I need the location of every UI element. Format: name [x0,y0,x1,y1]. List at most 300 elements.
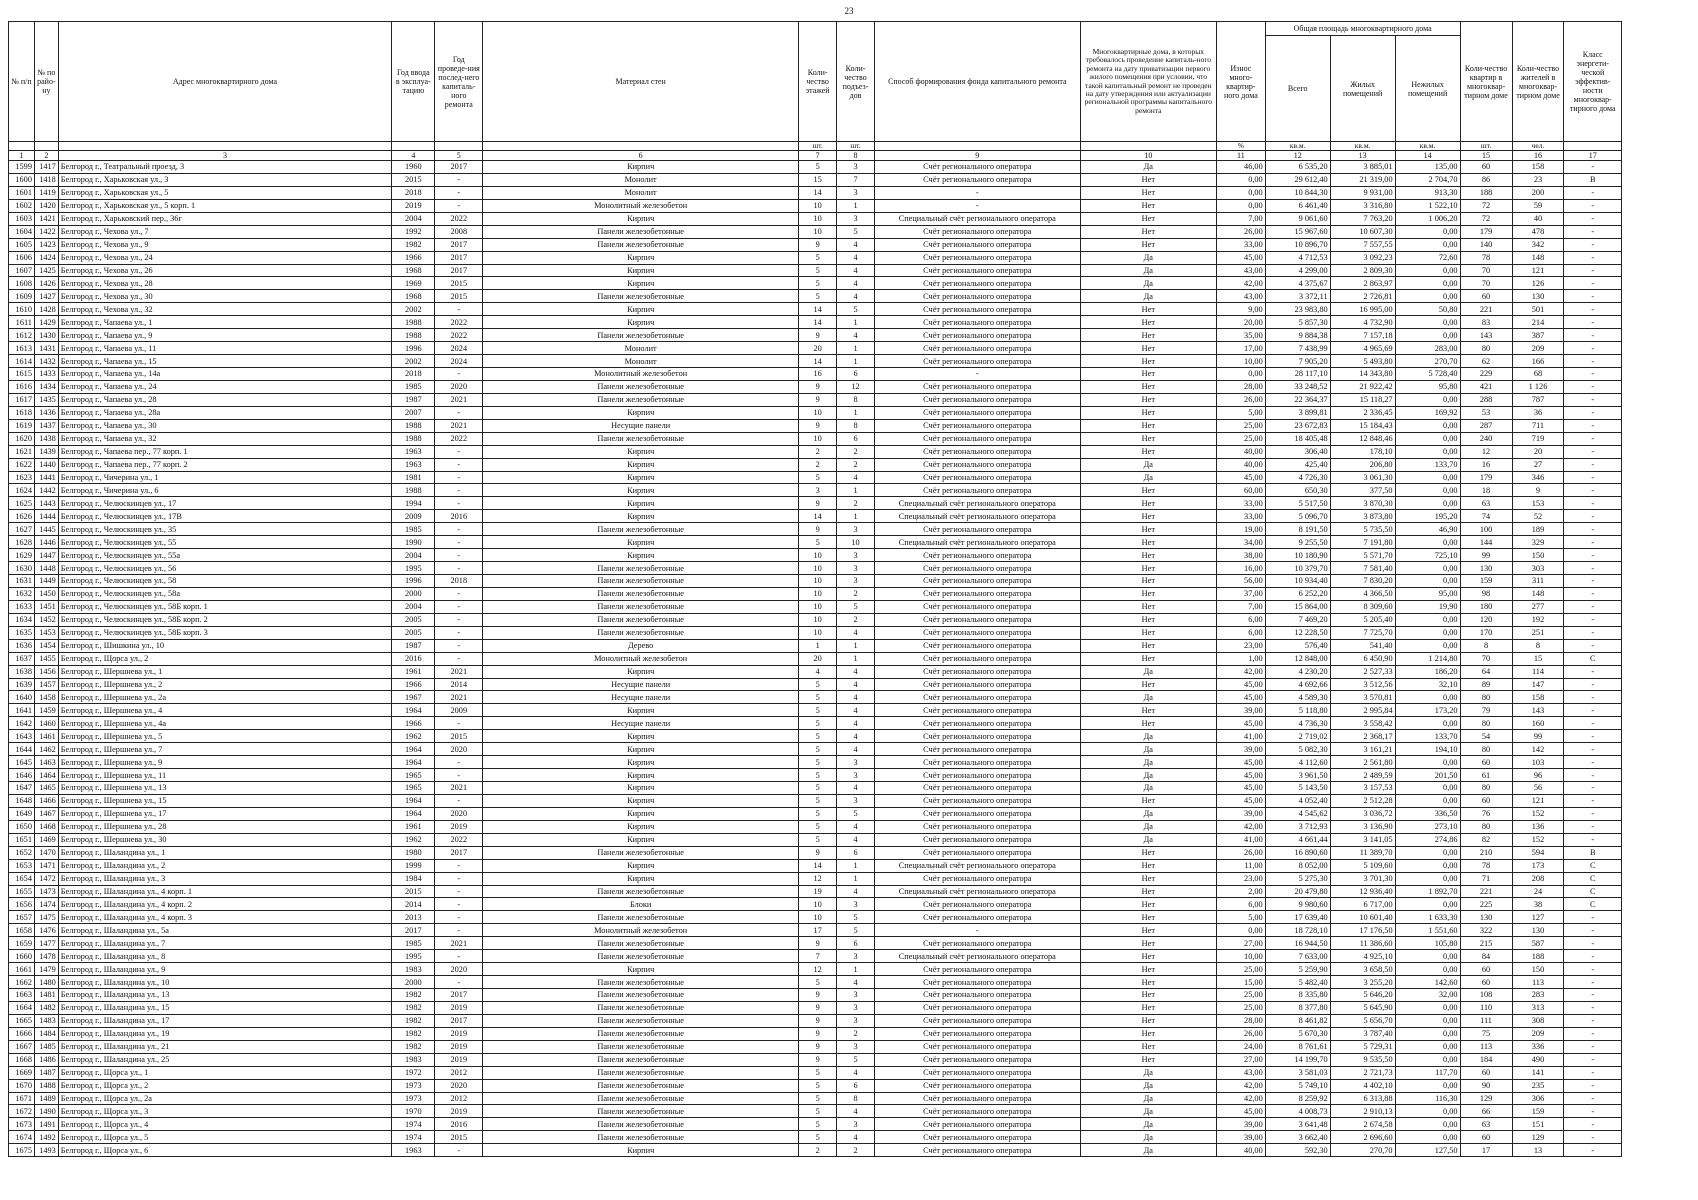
cell-row-number: 1655 [9,885,35,898]
cell-fund-method: Счёт регионального оператора [874,549,1080,562]
cell-area-total: 33 248,52 [1265,380,1330,393]
cell-floors: 10 [799,562,837,575]
cell-area-residential: 11 389,70 [1330,846,1395,859]
cell-last-repair-year: - [435,562,483,575]
cell-area-nonresidential: 5 728,40 [1395,368,1460,381]
cell-floors: 17 [799,924,837,937]
cell-last-repair-year: 2014 [435,678,483,691]
cell-wall-material: Панели железобетонные [483,575,799,588]
cell-row-number: 1616 [9,380,35,393]
cell-commission-year: 1967 [392,691,435,704]
cell-apartments: 184 [1460,1053,1512,1066]
cell-fund-method: Счёт регионального оператора [874,575,1080,588]
cell-row-number: 1657 [9,911,35,924]
unit-area-total: кв.м. [1265,142,1330,151]
cell-energy-class: - [1564,251,1622,264]
cell-address: Белгород г., Шершнева ул., 15 [58,794,391,807]
cell-floors: 5 [799,743,837,756]
cell-wear: 39,00 [1217,704,1266,717]
cell-energy-class: - [1564,161,1622,174]
cell-area-nonresidential: 0,00 [1395,794,1460,807]
cell-commission-year: 1964 [392,743,435,756]
cell-apartments: 82 [1460,833,1512,846]
cell-row-number: 1624 [9,484,35,497]
cell-wear: 15,00 [1217,976,1266,989]
column-number: 11 [1217,151,1266,161]
cell-floors: 9 [799,1001,837,1014]
cell-district-number: 1486 [34,1053,58,1066]
cell-row-number: 1675 [9,1144,35,1157]
cell-apartments: 17 [1460,1144,1512,1157]
cell-area-residential: 14 343,80 [1330,368,1395,381]
cell-apartments: 179 [1460,225,1512,238]
cell-district-number: 1491 [34,1118,58,1131]
cell-last-repair-year: 2018 [435,575,483,588]
cell-area-nonresidential: 0,00 [1395,859,1460,872]
cell-commission-year: 1964 [392,704,435,717]
header-energy-class: Класс энергети-ческой эффектив-ности многоквар-тирного дома [1564,22,1622,142]
cell-address: Белгород г., Чехова ул., 26 [58,264,391,277]
table-row [9,872,1622,885]
cell-area-total: 3 581,03 [1265,1066,1330,1079]
cell-last-repair-year: - [435,600,483,613]
cell-repair-required: Нет [1080,678,1216,691]
cell-wear: 6,00 [1217,898,1266,911]
cell-commission-year: 1961 [392,820,435,833]
cell-address: Белгород г., Шишкина ул., 10 [58,639,391,652]
cell-area-nonresidential: 1 522,10 [1395,199,1460,212]
column-number: 9 [874,151,1080,161]
cell-district-number: 1455 [34,652,58,665]
cell-wall-material: Кирпич [483,769,799,782]
cell-repair-required: Нет [1080,549,1216,562]
cell-last-repair-year: 2009 [435,704,483,717]
cell-apartments: 322 [1460,924,1512,937]
cell-commission-year: 1963 [392,458,435,471]
cell-floors: 9 [799,1014,837,1027]
cell-floors: 14 [799,859,837,872]
cell-entrances: 3 [837,575,875,588]
cell-repair-required: Нет [1080,587,1216,600]
cell-wear: 25,00 [1217,989,1266,1002]
cell-address: Белгород г., Чапаева ул., 1 [58,316,391,329]
cell-repair-required: Да [1080,290,1216,303]
cell-district-number: 1489 [34,1092,58,1105]
cell-repair-required: Нет [1080,238,1216,251]
cell-last-repair-year: - [435,1144,483,1157]
cell-wear: 38,00 [1217,549,1266,562]
column-number: 16 [1512,151,1564,161]
cell-entrances: 4 [837,820,875,833]
cell-district-number: 1480 [34,976,58,989]
cell-fund-method: Счёт регионального оператора [874,523,1080,536]
cell-area-total: 4 052,40 [1265,794,1330,807]
cell-fund-method: Счёт регионального оператора [874,562,1080,575]
cell-area-residential: 2 512,28 [1330,794,1395,807]
cell-district-number: 1479 [34,963,58,976]
cell-commission-year: 1961 [392,665,435,678]
cell-energy-class: - [1564,290,1622,303]
cell-area-residential: 5 571,70 [1330,549,1395,562]
cell-address: Белгород г., Щорса ул., 6 [58,1144,391,1157]
cell-floors: 4 [799,665,837,678]
cell-last-repair-year: - [435,717,483,730]
cell-apartments: 79 [1460,704,1512,717]
cell-residents: 173 [1512,859,1564,872]
table-row [9,639,1622,652]
column-number-row [9,151,1622,161]
table-row [9,769,1622,782]
cell-wear: 5,00 [1217,406,1266,419]
cell-last-repair-year: 2022 [435,316,483,329]
cell-fund-method: Счёт регионального оператора [874,769,1080,782]
cell-row-number: 1666 [9,1027,35,1040]
cell-commission-year: 2016 [392,652,435,665]
cell-district-number: 1447 [34,549,58,562]
cell-floors: 10 [799,575,837,588]
cell-entrances: 7 [837,173,875,186]
cell-row-number: 1642 [9,717,35,730]
cell-apartments: 130 [1460,562,1512,575]
table-row [9,678,1622,691]
cell-area-nonresidential: 1 214,80 [1395,652,1460,665]
table-row [9,730,1622,743]
cell-area-total: 20 479,80 [1265,885,1330,898]
table-row [9,807,1622,820]
cell-residents: 200 [1512,186,1564,199]
cell-commission-year: 1962 [392,833,435,846]
cell-apartments: 72 [1460,212,1512,225]
cell-repair-required: Да [1080,251,1216,264]
cell-area-total: 6 535,20 [1265,161,1330,174]
cell-wall-material: Панели железобетонные [483,911,799,924]
cell-address: Белгород г., Шаландина ул., 19 [58,1027,391,1040]
cell-residents: 129 [1512,1131,1564,1144]
cell-area-nonresidential: 0,00 [1395,1079,1460,1092]
column-number: 2 [34,151,58,161]
cell-district-number: 1471 [34,859,58,872]
cell-wall-material: Кирпич [483,445,799,458]
cell-area-nonresidential: 274,86 [1395,833,1460,846]
cell-energy-class: - [1564,1027,1622,1040]
cell-energy-class: - [1564,704,1622,717]
cell-row-number: 1601 [9,186,35,199]
cell-area-residential: 3 255,20 [1330,976,1395,989]
cell-residents: 587 [1512,937,1564,950]
header-entrances: Коли-чество подъез-дов [837,22,875,142]
cell-address: Белгород г., Челюскинцев ул., 55а [58,549,391,562]
cell-commission-year: 2018 [392,186,435,199]
cell-entrances: 6 [837,368,875,381]
column-number: 7 [799,151,837,161]
cell-residents: 152 [1512,833,1564,846]
cell-floors: 5 [799,471,837,484]
cell-district-number: 1457 [34,678,58,691]
cell-row-number: 1670 [9,1079,35,1092]
header-area-group: Общая площадь многоквартирного дома [1265,22,1460,36]
cell-entrances: 1 [837,199,875,212]
cell-area-total: 4 299,00 [1265,264,1330,277]
cell-entrances: 2 [837,613,875,626]
cell-wall-material: Кирпич [483,782,799,795]
cell-area-residential: 10 601,40 [1330,911,1395,924]
cell-residents: 192 [1512,613,1564,626]
table-row [9,911,1622,924]
cell-entrances: 2 [837,497,875,510]
cell-commission-year: 1996 [392,575,435,588]
table-row [9,885,1622,898]
cell-area-total: 7 633,00 [1265,950,1330,963]
cell-last-repair-year: 2020 [435,380,483,393]
cell-repair-required: Нет [1080,652,1216,665]
cell-entrances: 6 [837,432,875,445]
cell-area-residential: 5 646,20 [1330,989,1395,1002]
cell-residents: 121 [1512,264,1564,277]
cell-wall-material: Кирпич [483,497,799,510]
cell-apartments: 18 [1460,484,1512,497]
cell-wall-material: Панели железобетонные [483,1092,799,1105]
cell-area-total: 12 848,00 [1265,652,1330,665]
cell-floors: 15 [799,173,837,186]
table-row [9,898,1622,911]
cell-fund-method: Счёт регионального оператора [874,794,1080,807]
cell-wear: 9,00 [1217,303,1266,316]
cell-area-residential: 6 313,88 [1330,1092,1395,1105]
cell-floors: 9 [799,497,837,510]
cell-address: Белгород г., Чапаева ул., 15 [58,355,391,368]
cell-area-residential: 3 701,30 [1330,872,1395,885]
cell-wall-material: Панели железобетонные [483,976,799,989]
cell-floors: 5 [799,1092,837,1105]
cell-energy-class: C [1564,898,1622,911]
cell-address: Белгород г., Чичерина ул., 6 [58,484,391,497]
cell-energy-class: - [1564,950,1622,963]
cell-entrances: 3 [837,562,875,575]
table-row [9,368,1622,381]
cell-commission-year: 2000 [392,976,435,989]
cell-apartments: 98 [1460,587,1512,600]
cell-entrances: 5 [837,807,875,820]
cell-floors: 10 [799,626,837,639]
cell-area-total: 18 405,48 [1265,432,1330,445]
cell-commission-year: 1973 [392,1092,435,1105]
cell-row-number: 1663 [9,989,35,1002]
cell-row-number: 1605 [9,238,35,251]
cell-area-residential: 3 036,72 [1330,807,1395,820]
cell-fund-method: Специальный счёт регионального оператора [874,950,1080,963]
cell-repair-required: Да [1080,730,1216,743]
cell-row-number: 1633 [9,600,35,613]
cell-repair-required: Нет [1080,303,1216,316]
cell-floors: 2 [799,458,837,471]
cell-commission-year: 2019 [392,199,435,212]
cell-area-total: 2 719,02 [1265,730,1330,743]
cell-address: Белгород г., Челюскинцев ул., 17В [58,510,391,523]
cell-fund-method: Счёт регионального оператора [874,820,1080,833]
column-number: 5 [435,151,483,161]
cell-address: Белгород г., Шаландина ул., 25 [58,1053,391,1066]
cell-repair-required: Да [1080,1118,1216,1131]
cell-residents: 148 [1512,251,1564,264]
cell-area-residential: 3 092,23 [1330,251,1395,264]
cell-wall-material: Несущие панели [483,419,799,432]
cell-district-number: 1475 [34,911,58,924]
cell-area-total: 4 692,66 [1265,678,1330,691]
cell-last-repair-year: - [435,639,483,652]
table-row [9,1040,1622,1053]
column-number: 6 [483,151,799,161]
cell-energy-class: - [1564,782,1622,795]
cell-commission-year: 1980 [392,846,435,859]
cell-floors: 5 [799,290,837,303]
cell-last-repair-year: - [435,587,483,600]
table-row [9,445,1622,458]
cell-address: Белгород г., Чапаева ул., 11 [58,342,391,355]
cell-address: Белгород г., Щорса ул., 2 [58,652,391,665]
cell-area-total: 592,30 [1265,1144,1330,1157]
cell-residents: 336 [1512,1040,1564,1053]
cell-address: Белгород г., Щорса ул., 3 [58,1105,391,1118]
cell-area-nonresidential: 19,90 [1395,600,1460,613]
cell-wall-material: Панели железобетонные [483,587,799,600]
cell-energy-class: - [1564,769,1622,782]
cell-apartments: 221 [1460,303,1512,316]
cell-energy-class: - [1564,549,1622,562]
cell-fund-method: Счёт регионального оператора [874,743,1080,756]
cell-commission-year: 1974 [392,1131,435,1144]
cell-address: Белгород г., Щорса ул., 2а [58,1092,391,1105]
cell-fund-method: Счёт регионального оператора [874,1027,1080,1040]
cell-district-number: 1464 [34,769,58,782]
cell-repair-required: Нет [1080,173,1216,186]
cell-commission-year: 1990 [392,536,435,549]
cell-repair-required: Да [1080,807,1216,820]
cell-area-total: 5 259,90 [1265,963,1330,976]
cell-area-residential: 178,10 [1330,445,1395,458]
cell-apartments: 100 [1460,523,1512,536]
cell-wear: 40,00 [1217,445,1266,458]
cell-commission-year: 1966 [392,678,435,691]
cell-floors: 9 [799,393,837,406]
cell-wall-material: Блоки [483,898,799,911]
cell-repair-required: Нет [1080,911,1216,924]
cell-address: Белгород г., Шаландина ул., 7 [58,937,391,950]
cell-area-nonresidential: 0,00 [1395,1118,1460,1131]
cell-residents: 141 [1512,1066,1564,1079]
cell-apartments: 74 [1460,510,1512,523]
cell-commission-year: 2018 [392,368,435,381]
cell-row-number: 1638 [9,665,35,678]
cell-area-total: 3 899,81 [1265,406,1330,419]
table-body [9,161,1622,1157]
cell-entrances: 4 [837,1105,875,1118]
cell-fund-method: Счёт регионального оператора [874,329,1080,342]
cell-wall-material: Панели железобетонные [483,329,799,342]
cell-repair-required: Нет [1080,497,1216,510]
cell-row-number: 1634 [9,613,35,626]
cell-fund-method: Счёт регионального оператора [874,432,1080,445]
cell-area-total: 8 259,92 [1265,1092,1330,1105]
cell-area-nonresidential: 1 633,30 [1395,911,1460,924]
cell-residents: 158 [1512,161,1564,174]
cell-last-repair-year: 2017 [435,251,483,264]
cell-last-repair-year: - [435,756,483,769]
cell-row-number: 1610 [9,303,35,316]
cell-wall-material: Кирпич [483,549,799,562]
cell-entrances: 4 [837,264,875,277]
cell-last-repair-year: - [435,976,483,989]
cell-wall-material: Панели железобетонные [483,846,799,859]
cell-wear: 23,00 [1217,872,1266,885]
cell-address: Белгород г., Чехова ул., 32 [58,303,391,316]
cell-repair-required: Нет [1080,186,1216,199]
cell-fund-method: Специальный счёт регионального оператора [874,497,1080,510]
cell-energy-class: - [1564,238,1622,251]
cell-entrances: 5 [837,303,875,316]
cell-commission-year: 1973 [392,1079,435,1092]
cell-wall-material: Монолит [483,355,799,368]
cell-district-number: 1423 [34,238,58,251]
cell-entrances: 4 [837,833,875,846]
table-row [9,963,1622,976]
cell-apartments: 86 [1460,173,1512,186]
cell-floors: 5 [799,691,837,704]
cell-district-number: 1456 [34,665,58,678]
cell-row-number: 1665 [9,1014,35,1027]
cell-wall-material: Кирпич [483,963,799,976]
cell-entrances: 4 [837,329,875,342]
header-repair-required: Многоквартирные дома, в которых требовалось проведение капиталь-ного ремонта на дату приватизации первого жилого помещения при условии, что такой капитальный ремонт не проведен на дату утверждения или актуализации региональной программы капитального ремонта [1080,22,1216,142]
cell-row-number: 1653 [9,859,35,872]
cell-energy-class: - [1564,626,1622,639]
cell-area-total: 10 896,70 [1265,238,1330,251]
cell-area-residential: 3 558,42 [1330,717,1395,730]
header-floors: Коли-чество этажей [799,22,837,142]
cell-row-number: 1669 [9,1066,35,1079]
cell-district-number: 1453 [34,626,58,639]
cell-fund-method: Счёт регионального оператора [874,613,1080,626]
table-row [9,756,1622,769]
cell-wear: 24,00 [1217,1040,1266,1053]
cell-wall-material: Кирпич [483,807,799,820]
cell-area-total: 8 191,50 [1265,523,1330,536]
cell-commission-year: 1982 [392,989,435,1002]
cell-apartments: 80 [1460,782,1512,795]
cell-last-repair-year: 2017 [435,238,483,251]
cell-floors: 5 [799,1118,837,1131]
cell-wall-material: Кирпич [483,794,799,807]
cell-fund-method: Счёт регионального оператора [874,717,1080,730]
cell-floors: 14 [799,303,837,316]
cell-repair-required: Нет [1080,199,1216,212]
cell-wear: 42,00 [1217,820,1266,833]
cell-floors: 9 [799,238,837,251]
cell-apartments: 78 [1460,859,1512,872]
cell-fund-method: Счёт регионального оператора [874,290,1080,303]
cell-address: Белгород г., Харьковская ул., 5 [58,186,391,199]
column-number: 3 [58,151,391,161]
cell-repair-required: Нет [1080,872,1216,885]
cell-apartments: 60 [1460,1131,1512,1144]
cell-area-nonresidential: 0,00 [1395,238,1460,251]
cell-repair-required: Нет [1080,859,1216,872]
column-number: 17 [1564,151,1622,161]
cell-last-repair-year: 2015 [435,1131,483,1144]
cell-repair-required: Да [1080,264,1216,277]
cell-energy-class: - [1564,937,1622,950]
cell-repair-required: Нет [1080,562,1216,575]
cell-residents: 153 [1512,497,1564,510]
